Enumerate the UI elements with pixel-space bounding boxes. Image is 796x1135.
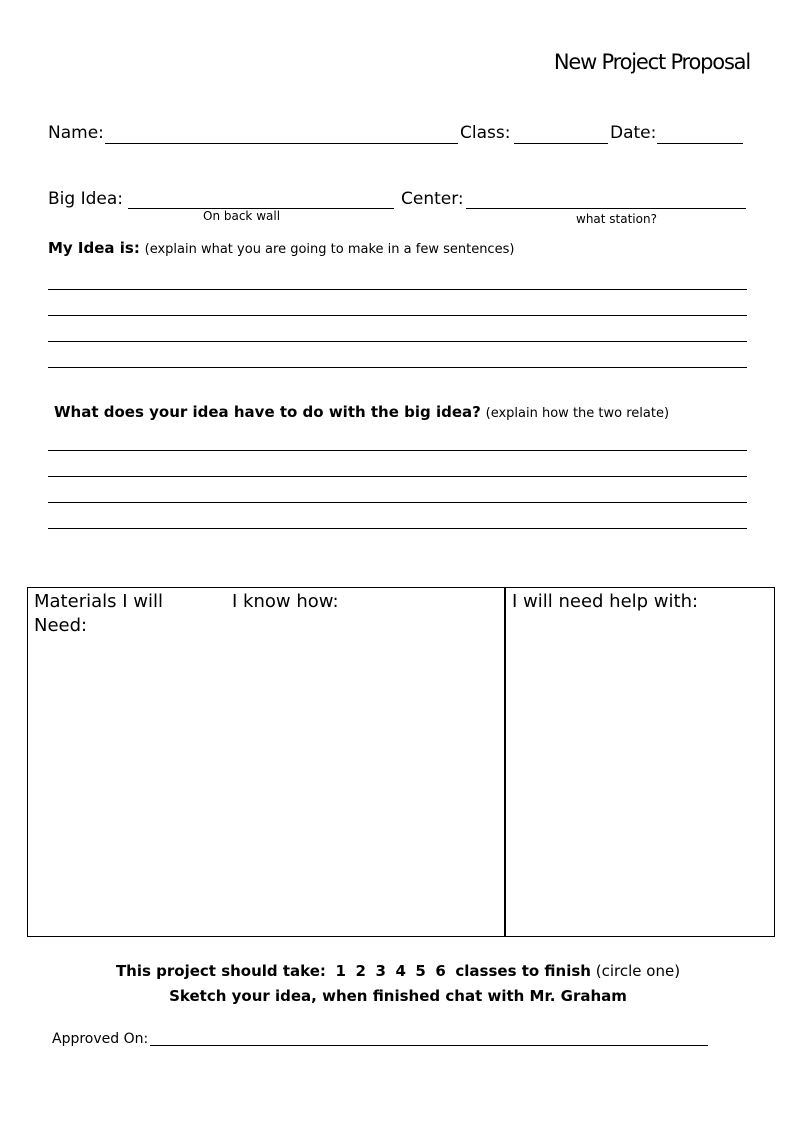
approved-label: Approved On: [52, 1031, 149, 1047]
relation-note: (explain how the two relate) [485, 406, 670, 421]
date-field[interactable] [657, 143, 743, 144]
approved-field[interactable] [150, 1045, 708, 1046]
duration-prefix: This project should take: [115, 962, 326, 980]
my-idea-note: (explain what you are going to make in a few sentences) [144, 242, 515, 257]
relation-prompt [54, 403, 669, 421]
my-idea-line[interactable] [48, 341, 747, 342]
my-idea-line[interactable] [48, 367, 747, 368]
class-option[interactable]: 5 [415, 962, 426, 980]
class-label: Class: [460, 123, 511, 143]
sketch-instruction: Sketch your idea, when finished chat with Mr. Graham [169, 987, 627, 1005]
relation-line[interactable] [48, 502, 747, 503]
class-option[interactable]: 3 [375, 962, 386, 980]
circle-note: (circle one) [595, 962, 681, 980]
name-label: Name: [48, 123, 104, 143]
materials-label: Materials I will Need: [34, 591, 163, 636]
my-idea-label: My Idea is: [48, 239, 140, 257]
relation-line[interactable] [48, 476, 747, 477]
my-idea-line[interactable] [48, 315, 747, 316]
materials-cell[interactable] [27, 587, 506, 937]
my-idea-prompt [48, 239, 514, 257]
center-hint: what station? [576, 212, 657, 226]
duration-line [0, 962, 796, 980]
duration-suffix: classes to finish [455, 962, 591, 980]
my-idea-line[interactable] [48, 289, 747, 290]
big-idea-hint: On back wall [203, 209, 281, 223]
need-help-label: I will need help with: [512, 591, 699, 612]
center-label: Center: [401, 189, 464, 209]
know-how-label: I know how: [232, 591, 339, 612]
page-title: New Project Proposal [553, 50, 750, 74]
center-field[interactable] [466, 208, 746, 209]
class-option[interactable]: 6 [435, 962, 446, 980]
relation-label: What does your idea have to do with the big idea? [54, 403, 481, 421]
name-field[interactable] [105, 143, 458, 144]
class-option[interactable]: 4 [395, 962, 406, 980]
relation-line[interactable] [48, 528, 747, 529]
class-option[interactable]: 1 [335, 962, 346, 980]
class-field[interactable] [514, 143, 608, 144]
help-cell[interactable] [504, 587, 775, 937]
date-label: Date: [610, 123, 657, 143]
relation-line[interactable] [48, 450, 747, 451]
class-option[interactable]: 2 [355, 962, 366, 980]
big-idea-label: Big Idea: [48, 189, 123, 209]
